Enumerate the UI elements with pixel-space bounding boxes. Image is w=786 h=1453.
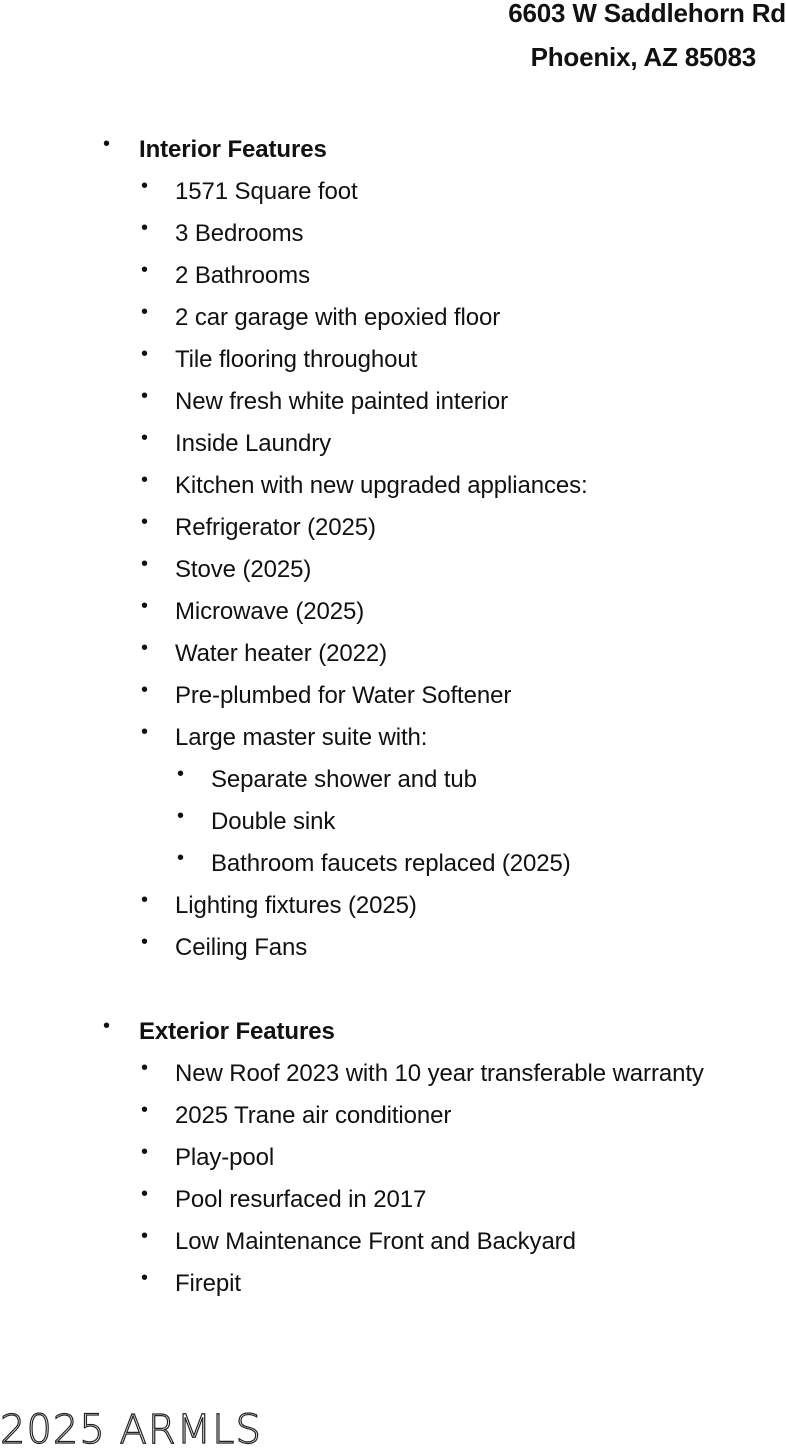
bullet-icon: • (141, 1099, 149, 1121)
bullet-icon: • (141, 343, 149, 365)
bullet-icon: • (141, 1267, 149, 1289)
bullet-icon: • (141, 889, 149, 911)
list-item-text: Pool resurfaced in 2017 (175, 1186, 427, 1213)
list-item-text: 2 Bathrooms (175, 262, 310, 289)
list-item-text: Play-pool (175, 1144, 275, 1171)
sub-list-item-text: Separate shower and tub (211, 766, 477, 793)
list-item (0, 554, 786, 596)
list-item-text: Large master suite with: (175, 724, 428, 751)
list-item (0, 1058, 786, 1100)
bullet-icon: • (177, 847, 185, 869)
list-item (0, 512, 786, 554)
bullet-icon: • (141, 679, 149, 701)
list-item (0, 218, 786, 260)
list-item (0, 176, 786, 218)
street-address: 6603 W Saddlehorn Rd (508, 0, 786, 28)
list-item (0, 386, 786, 428)
bullet-icon: • (141, 469, 149, 491)
bullet-icon: • (141, 385, 149, 407)
bullet-icon: • (103, 133, 111, 155)
bullet-icon: • (141, 1183, 149, 1205)
city-state-zip: Phoenix, AZ 85083 (530, 42, 756, 72)
list-item (0, 344, 786, 386)
list-item-text: Low Maintenance Front and Backyard (175, 1228, 576, 1255)
bullet-icon: • (141, 721, 149, 743)
list-item-text: Ceiling Fans (175, 934, 308, 961)
bullet-icon: • (141, 595, 149, 617)
list-item-text: 2025 Trane air conditioner (175, 1102, 452, 1129)
list-item-text: New Roof 2023 with 10 year transferable warranty (175, 1060, 704, 1087)
list-item-text: Tile flooring throughout (175, 346, 418, 373)
list-item (0, 1226, 786, 1268)
bullet-icon: • (141, 511, 149, 533)
list-item-text: Water heater (2022) (175, 640, 387, 667)
bullet-icon: • (141, 1225, 149, 1247)
bullet-icon: • (141, 931, 149, 953)
bullet-icon: • (103, 1015, 111, 1037)
list-item (0, 722, 786, 764)
list-item (0, 260, 786, 302)
list-item (0, 890, 786, 932)
bullet-icon: • (141, 217, 149, 239)
list-item-text: Stove (2025) (175, 556, 312, 583)
bullet-icon: • (141, 259, 149, 281)
list-item-text: 2 car garage with epoxied floor (175, 304, 501, 331)
list-item (0, 1184, 786, 1226)
interior-features-heading (0, 134, 786, 176)
list-item-text: Pre-plumbed for Water Softener (175, 682, 512, 709)
list-item (0, 302, 786, 344)
list-item-text: Firepit (175, 1270, 241, 1297)
list-item (0, 680, 786, 722)
sub-list-item-text: Double sink (211, 808, 336, 835)
list-item (0, 428, 786, 470)
sub-list-item-text: Bathroom faucets replaced (2025) (211, 850, 571, 877)
sub-list-item (0, 806, 786, 848)
list-item-text: New fresh white painted interior (175, 388, 508, 415)
list-item (0, 1142, 786, 1184)
list-item-text: Inside Laundry (175, 430, 332, 457)
section-heading: Interior Features (139, 136, 327, 163)
list-item-text: Refrigerator (2025) (175, 514, 376, 541)
sub-list-item (0, 764, 786, 806)
list-item (0, 596, 786, 638)
sub-list-item (0, 848, 786, 890)
armls-watermark: 2025 ARMLS (0, 1407, 262, 1453)
list-item (0, 932, 786, 974)
bullet-icon: • (141, 427, 149, 449)
section-heading: Exterior Features (139, 1018, 335, 1045)
list-item-text: Lighting fixtures (2025) (175, 892, 417, 919)
list-item (0, 1268, 786, 1310)
bullet-icon: • (141, 175, 149, 197)
bullet-icon: • (177, 805, 185, 827)
list-item (0, 470, 786, 512)
list-item-text: 1571 Square foot (175, 178, 358, 205)
bullet-icon: • (141, 301, 149, 323)
bullet-icon: • (177, 763, 185, 785)
list-item-text: 3 Bedrooms (175, 220, 304, 247)
list-item (0, 1100, 786, 1142)
bullet-icon: • (141, 1057, 149, 1079)
list-item (0, 638, 786, 680)
exterior-features-heading (0, 1016, 786, 1058)
bullet-icon: • (141, 1141, 149, 1163)
bullet-icon: • (141, 637, 149, 659)
list-item-text: Microwave (2025) (175, 598, 365, 625)
list-item-text: Kitchen with new upgraded appliances: (175, 472, 588, 499)
bullet-icon: • (141, 553, 149, 575)
